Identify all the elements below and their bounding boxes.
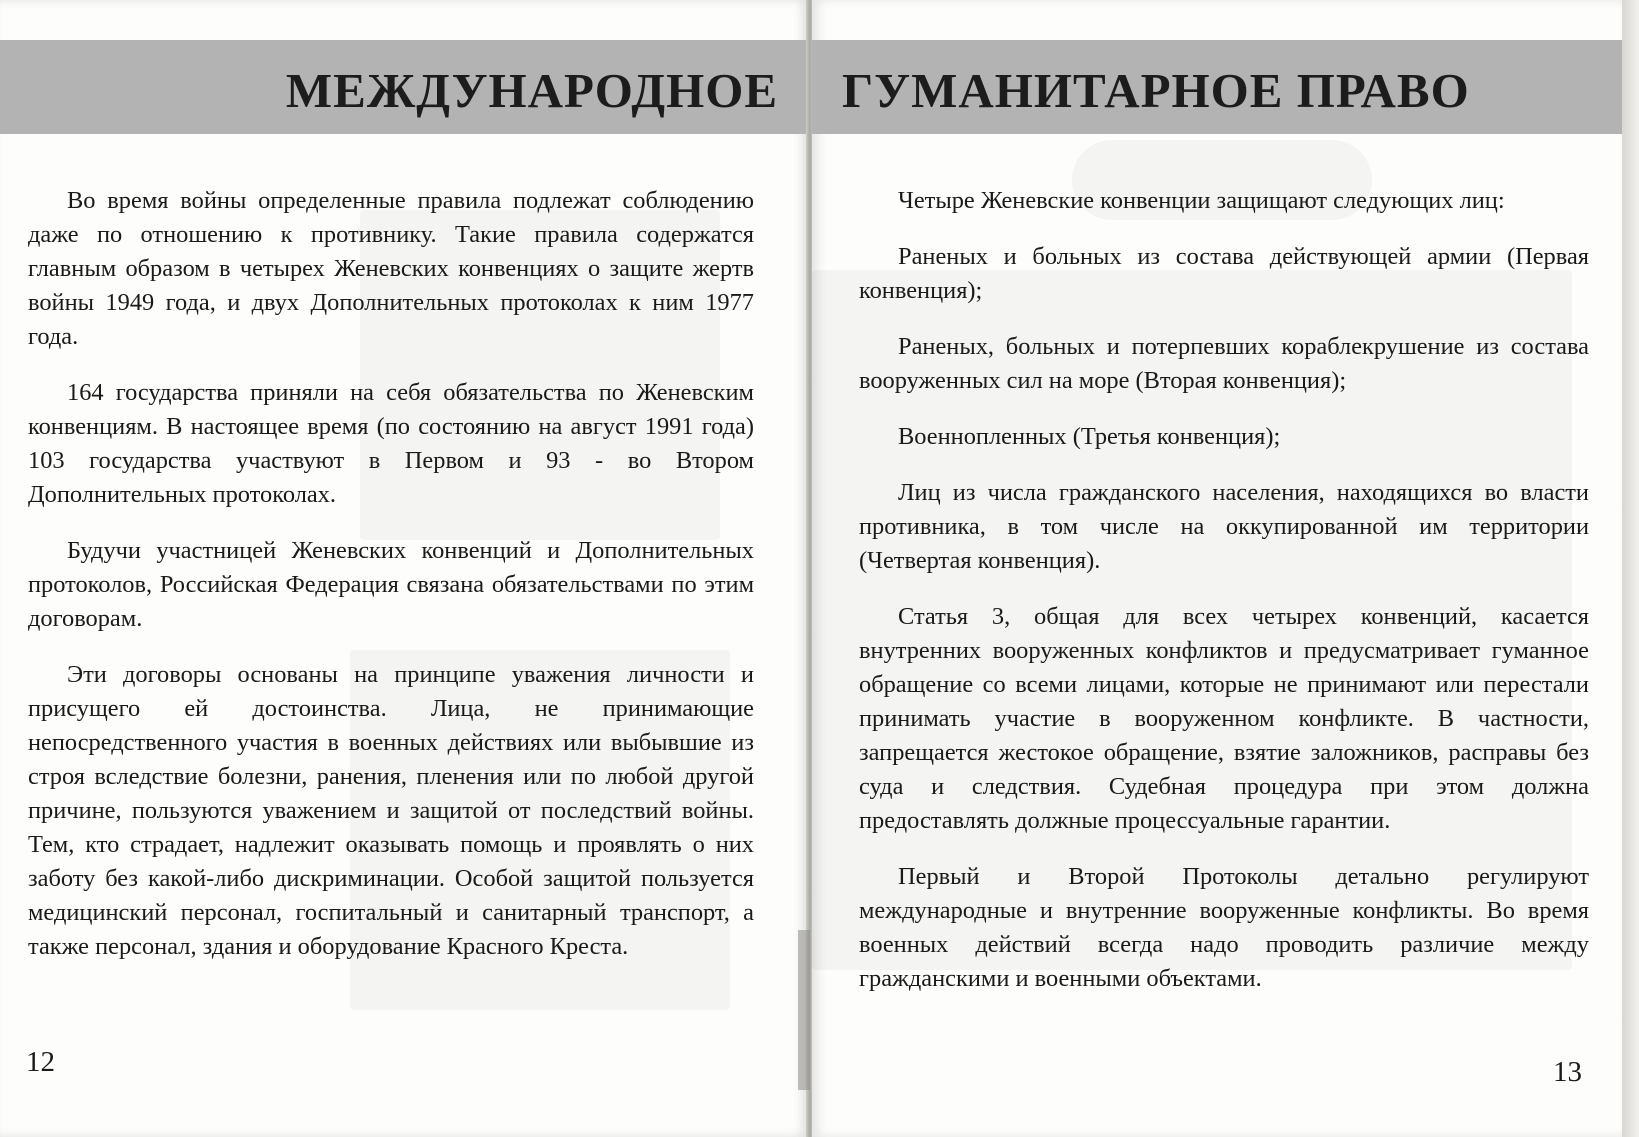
spine-shadow [798, 930, 810, 1090]
right-body-text [859, 184, 1589, 1018]
left-paragraph-4: Эти договоры основаны на принципе уважения личности и присущего ей достоинства. Лица, не принимающие непосредственного участия в военных действиях или выбывшие из строя вследствие болезни, ранения, пленения или по любой другой причине, пользуются уважением и защитой от последствий войны. Тем, кто страдает, надлежит оказывать помощь и проявлять о них заботу без какой-либо дискриминации. Особой защитой пользуется медицинский персонал, госпитальный и санитарный транспорт, а также персонал, здания и оборудование Красного Креста. [28, 661, 754, 960]
right-paragraph-1: Четыре Женевские конвенции защищают следующих лиц: [898, 187, 1505, 214]
left-header-band [0, 40, 808, 134]
right-paragraph-4: Военнопленных (Третья конвенция); [898, 423, 1281, 450]
right-header-title: ГУМАНИТАРНОЕ ПРАВО [842, 63, 1470, 118]
left-page-number: 12 [26, 1046, 55, 1078]
left-page [0, 0, 808, 1137]
right-header-band [812, 40, 1622, 134]
right-paragraph-7: Первый и Второй Протоколы детально регулируют международные и внутренние вооруженные конфликты. Во время военных действий всегда надо проводить различие между гражданскими и военными объектами. [859, 863, 1589, 992]
right-page [812, 0, 1622, 1137]
right-paragraph-2: Раненых и больных из состава действующей армии (Первая конвенция); [859, 243, 1589, 304]
left-header-title: МЕЖДУНАРОДНОЕ [285, 63, 778, 118]
right-page-number: 13 [1553, 1056, 1582, 1088]
left-paragraph-1: Во время войны определенные правила подлежат соблюдению даже по отношению к противнику. Такие правила содержатся главным образом в четырех Женевских конвенциях о защите жертв войны 1949 года, и двух Дополнительных протоколах к ним 1977 года. [28, 187, 754, 350]
left-body-text [28, 184, 754, 986]
left-paragraph-3: Будучи участницей Женевских конвенций и Дополнительных протоколов, Российская Федерация связана обязательствами по этим договорам. [28, 537, 754, 632]
left-paragraph-2: 164 государства приняли на себя обязательства по Женевским конвенциям. В настоящее время (по состоянию на август 1991 года) 103 государства участвуют в Первом и 93 - во Втором Дополнительных протоколах. [28, 379, 754, 508]
page-edge [1622, 0, 1639, 1137]
right-paragraph-6: Статья 3, общая для всех четырех конвенций, касается внутренних вооруженных конфликтов и предусматривает гуманное обращение со всеми лицами, которые не принимают или перестали принимать участие в вооруженном конфликте. В частности, запрещается жестокое обращение, взятие заложников, расправы без суда и следствия. Судебная процедура при этом должна предоставлять должные процессуальные гарантии. [859, 603, 1589, 834]
right-paragraph-5: Лиц из числа гражданского населения, находящихся во власти противника, в том числе на оккупированной им территории (Четвертая конвенция). [859, 479, 1589, 574]
right-paragraph-3: Раненых, больных и потерпевших кораблекрушение из состава вооруженных сил на море (Вторая конвенция); [859, 333, 1589, 394]
